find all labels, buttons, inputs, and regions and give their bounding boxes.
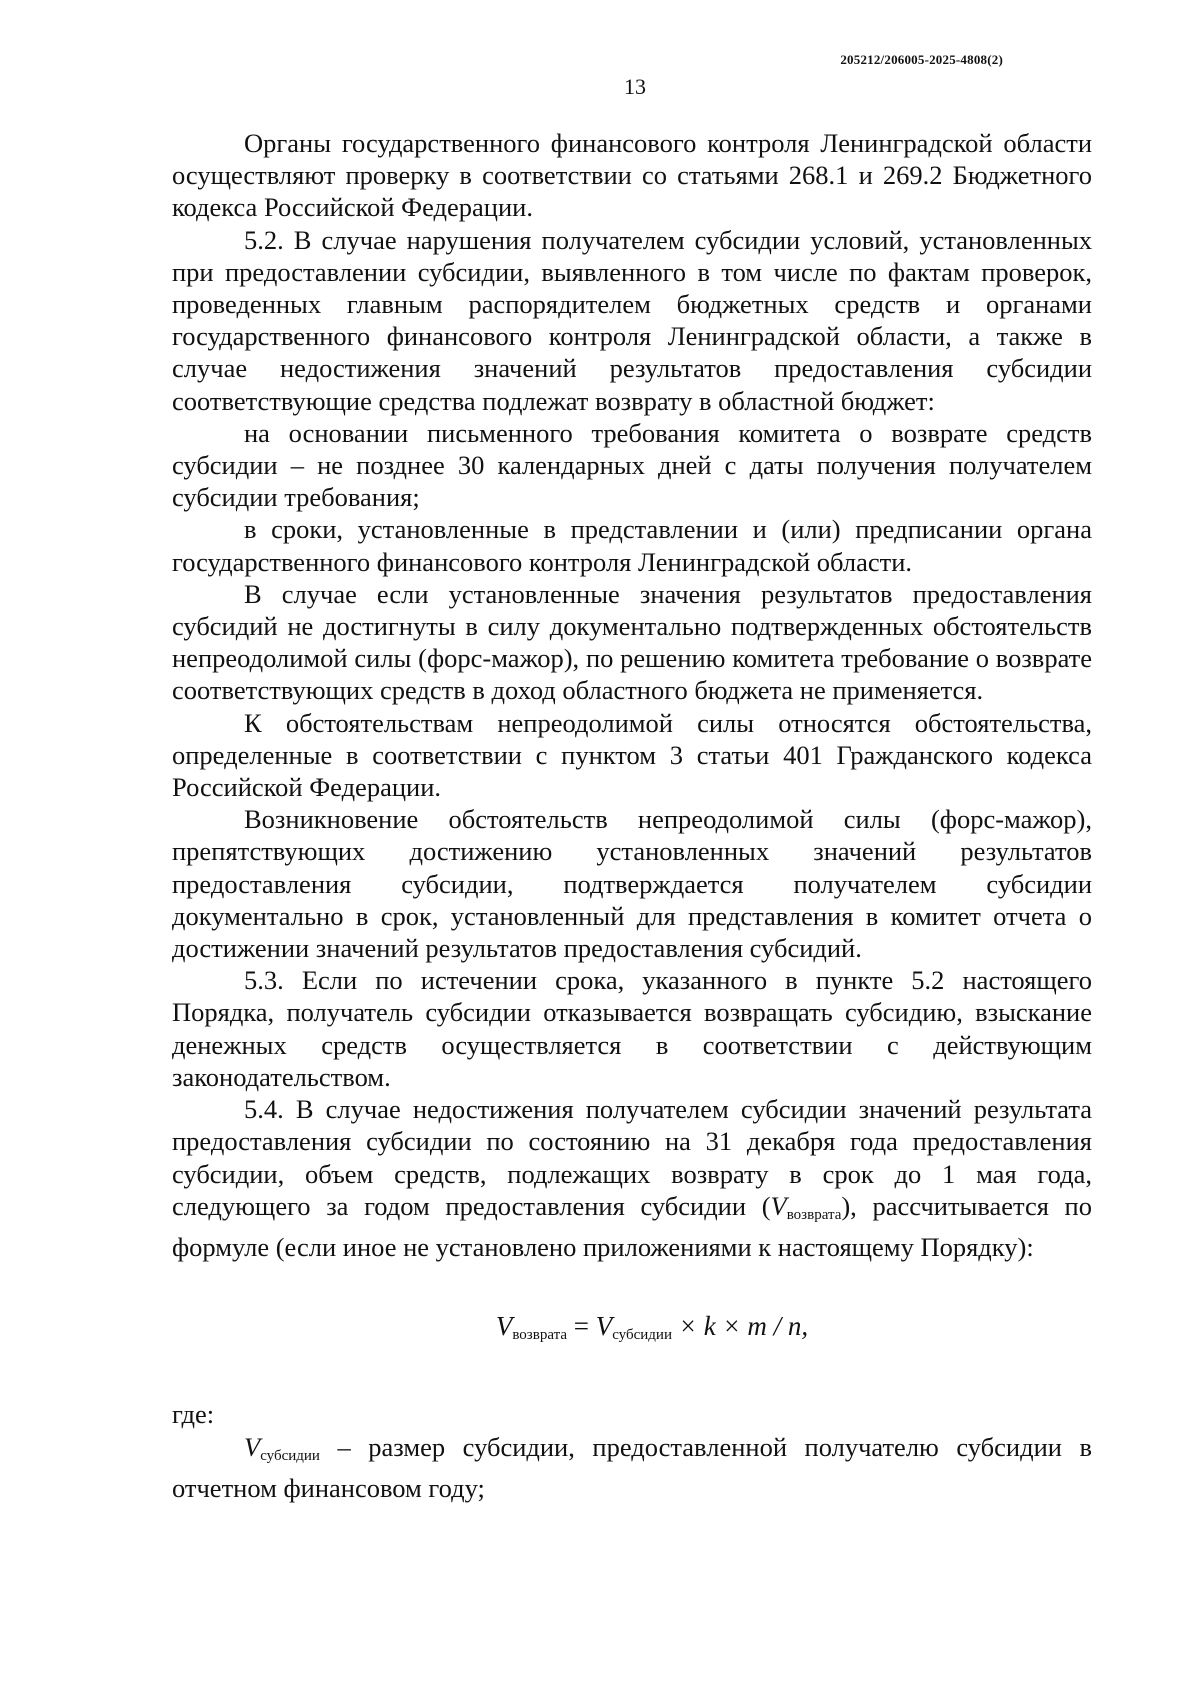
- where-label: где:: [172, 1399, 215, 1430]
- variable-v-return: $V_{возврата}$: [770, 1190, 842, 1223]
- paragraph-deadlines: в сроки, установленные в представлении и (или) предписании органа государственного финансового контроля Ленинградской области.: [172, 514, 1092, 577]
- return-formula: $V_{возврата} = V_{субсидии} \times k \times m / n$,: [495, 1311, 809, 1344]
- paragraph-5-3: 5.3. Если по истечении срока, указанного в пункте 5.2 настоящего Порядка, получатель субсидии отказывается возвращать субсидию, взыскание денежных средств осуществляется в соответствии с действующим законодательством.: [172, 965, 1092, 1092]
- paragraph-5-4: [172, 1093, 1092, 1263]
- page-number: 13: [624, 74, 646, 99]
- paragraph-5-2: 5.2. В случае нарушения получателем субсидии условий, установленных при предоставлении субсидии, выявленного в том числе по фактам проверок, проведенных главным распорядителем бюджетных средств и органами государственного финансового контроля Ленинградской области, а также в случае недостижения значений результатов предоставления субсидии соответствующие средства подлежат возврату в областной бюджет:: [172, 224, 1092, 416]
- paragraph-control-bodies: Органы государственного финансового контроля Ленинградской области осуществляют проверку в соответствии со статьями 268.1 и 269.2 Бюджетного кодекса Российской Федерации.: [172, 128, 1092, 223]
- document-body: [172, 127, 1092, 1504]
- paragraph-force-majeure-confirmation: Возникновение обстоятельств непреодолимой силы (форс-мажор), препятствующих достижению установленных значений результатов предоставления субсидии, подтверждается получателем субсидии документально в срок, установленный для представления в комитет отчета о достижении значений результатов предоставления субсидий.: [172, 804, 1092, 964]
- paragraph-5-4-text-start: 5.4. В случае недостижения получателем субсидии значений результата предоставления субсидии по состоянию на 31 декабря года предоставления субсидии, объем средств, подлежащих возврату в срок до 1 мая года, следующего за годом предоставления субсидии (: [172, 1094, 1092, 1221]
- definition-v-subsidy: $V_{субсидии}$ – размер субсидии, предоставленной получателю субсидии в отчетном финансовом году;: [172, 1431, 1092, 1503]
- document-id: 205212/206005-2025-4808(2): [840, 52, 1003, 67]
- variable-v-subsidy: $V_{субсидии}$: [244, 1431, 320, 1464]
- paragraph-force-majeure-definition: К обстоятельствам непреодолимой силы относятся обстоятельства, определенные в соответствии с пунктом 3 статьи 401 Гражданского кодекса Российской Федерации.: [172, 707, 1092, 803]
- paragraph-written-demand: на основании письменного требования комитета о возврате средств субсидии – не позднее 30 календарных дней с даты получения получателем субсидии требования;: [172, 417, 1092, 513]
- paragraph-5-4-text-end: ), рассчитывается по формуле (если иное не установлено приложениями к настоящему Порядку):: [172, 1190, 1092, 1262]
- paragraph-force-majeure: В случае если установленные значения результатов предоставления субсидий не достигнуты в силу документально подтвержденных обстоятельств непреодолимой силы (форс-мажор), по решению комитета требование о возврате соответствующих средств в доход областного бюджета не применяется.: [172, 578, 1092, 706]
